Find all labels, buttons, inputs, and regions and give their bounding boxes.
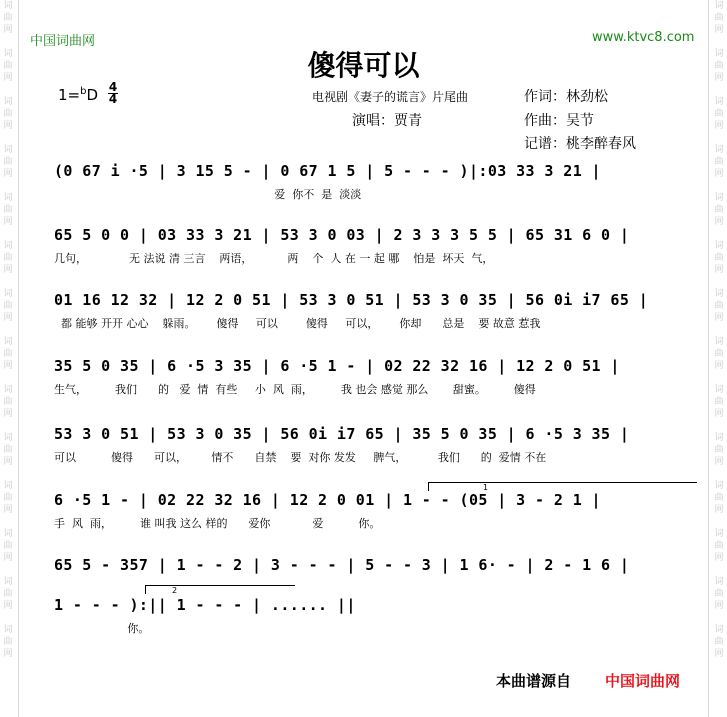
- notes: 1 - - - ):|| 1 - - - | ...... ||: [54, 596, 356, 614]
- lyrics: 你。: [54, 622, 150, 635]
- lyrics: 都 能够 开开 心心 躲雨。 傻得 可以 傻得 可以， 你却 总是 要 故意 惹我: [54, 317, 541, 330]
- meter-bottom: 4: [108, 92, 118, 106]
- flat-sign: b: [80, 86, 87, 97]
- watermark-column-left: 词 曲 网 词 曲 网 词 曲 网 词 曲 网 词 曲 网 词 曲 网 词 曲 网 词 曲 网 词 曲 网 词 曲 网 词 曲 网 词 曲 网 词 曲 网 词 曲 网: [3, 1, 13, 659]
- lyrics: 生气， 我们 的 爱 情 有些 小 风 雨， 我 也会 感觉 那么 甜蜜。 傻得: [54, 383, 536, 396]
- notes: 01 16 12 32 | 12 2 0 51 | 53 3 0 51 | 53 3 0 35 | 56 0i i7 65 |: [54, 291, 649, 309]
- first-ending-number: 1: [483, 483, 489, 492]
- notes: 6 ·5 1 - | 02 22 32 16 | 12 2 0 01 | 1 - - (05 | 3 - 2 1 |: [54, 491, 601, 509]
- notes: 35 5 0 35 | 6 ·5 3 35 | 6 ·5 1 - | 02 22 32 16 | 12 2 0 51 |: [54, 357, 620, 375]
- site-name[interactable]: 中国词曲网: [30, 34, 96, 49]
- lyrics: 可以 傻得 可以， 情不 自禁 要 对你 发发 脾气， 我们 的 爱情 不在: [54, 451, 547, 464]
- transcriber: 记谱：桃李醉春风: [524, 136, 636, 152]
- time-signature: [108, 82, 118, 105]
- notes: 53 3 0 51 | 53 3 0 35 | 56 0i i7 65 | 35 5 0 35 | 6 ·5 3 35 |: [54, 425, 630, 443]
- composer: 作曲：吴节: [524, 113, 594, 129]
- lyricist: 作词：林劲松: [524, 89, 608, 105]
- singer: 演唱：贾青: [352, 113, 422, 129]
- site-url[interactable]: www.ktvc8.com: [592, 30, 695, 45]
- notes: 65 5 - 357 | 1 - - 2 | 3 - - - | 5 - - 3 | 1 6· - | 2 - 1 6 |: [54, 556, 630, 574]
- notes: 65 5 0 0 | 03 33 3 21 | 53 3 0 03 | 2 3 3 3 5 5 | 65 31 6 0 |: [54, 226, 630, 244]
- key-signature: [58, 86, 98, 104]
- source-site-link[interactable]: 中国词曲网: [605, 672, 681, 690]
- song-subtitle: 电视剧《妻子的谎言》片尾曲: [312, 90, 469, 104]
- source-label: 本曲谱源自: [496, 672, 572, 690]
- second-ending-number: 2: [172, 586, 178, 595]
- lyrics: 手 风 雨， 谁 叫我 这么 样的 爱你 爱 你。: [54, 517, 381, 530]
- watermark-column-right: 词 曲 网 词 曲 网 词 曲 网 词 曲 网 词 曲 网 词 曲 网 词 曲 网 词 曲 网 词 曲 网 词 曲 网 词 曲 网 词 曲 网 词 曲 网 词 曲 网: [714, 1, 724, 659]
- second-ending-bracket: [145, 585, 295, 594]
- first-ending-bracket: [428, 482, 697, 491]
- notes: (0 67 i ·5 | 3 15 5 - | 0 67 1 5 | 5 - - - )|:03 33 3 21 |: [54, 162, 601, 180]
- song-title: 傻得可以: [307, 49, 420, 82]
- right-border: [708, 0, 709, 717]
- meter-top: 4: [108, 80, 118, 94]
- lyrics: 爱 你不 是 淡淡: [54, 188, 362, 201]
- key-note: D: [86, 86, 99, 104]
- left-border: [18, 0, 19, 717]
- key-label: 1=: [58, 86, 81, 104]
- lyrics: 几句， 无 法说 清 三言 两语， 两 个 人 在 一 起 哪 怕是 坏天 气，: [54, 252, 494, 265]
